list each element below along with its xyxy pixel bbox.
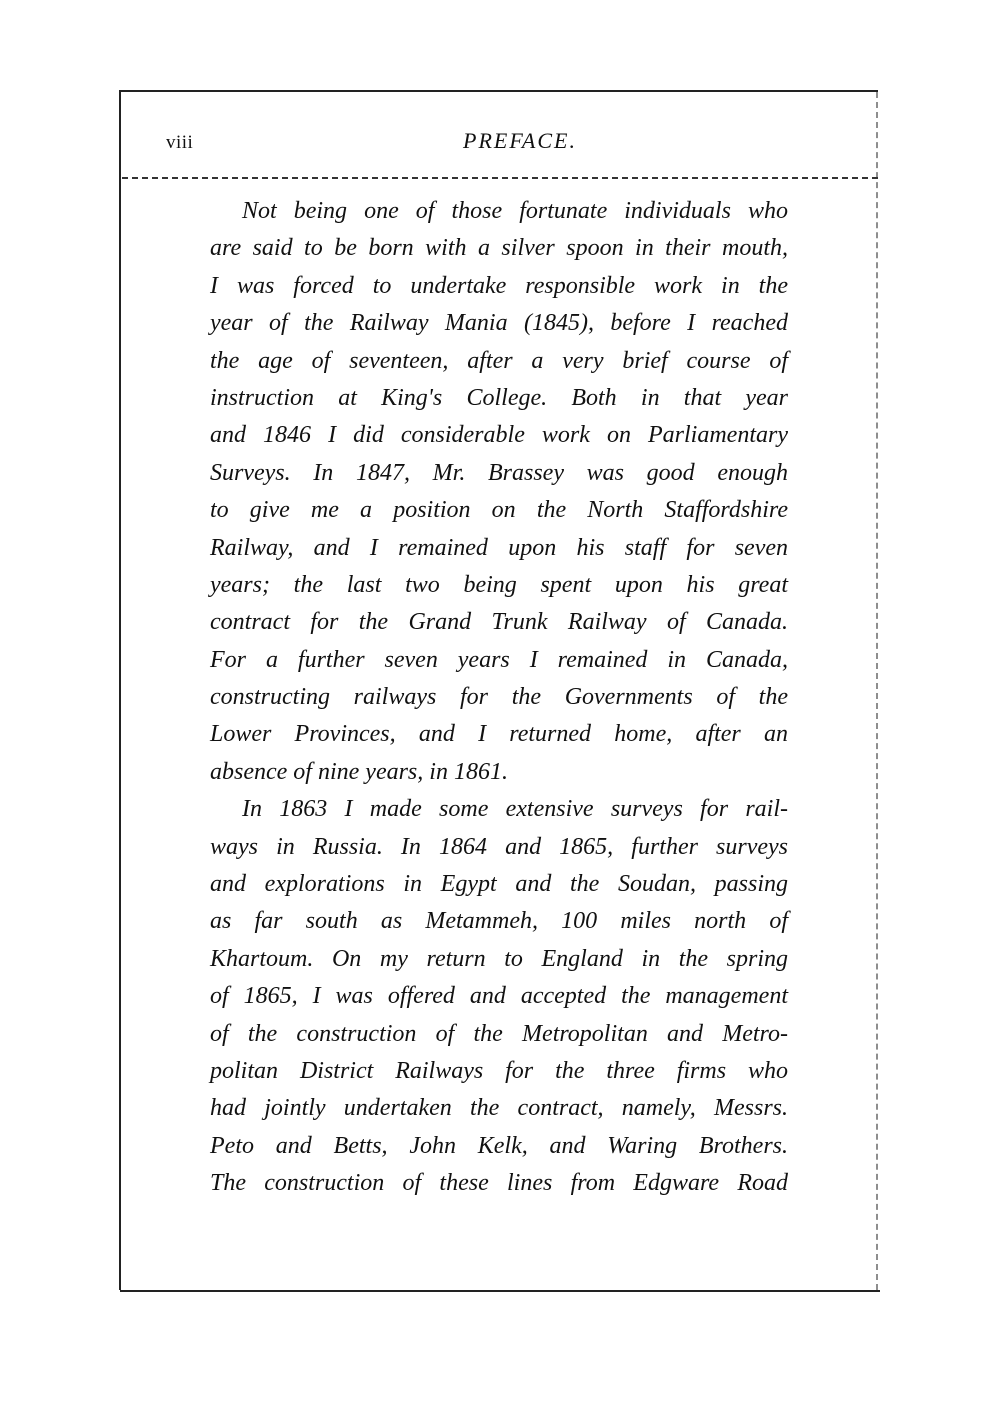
text-line: Railway, and I remained upon his staff for seven — [210, 534, 788, 561]
text-line: Lower Provinces, and I returned home, after an — [210, 721, 788, 748]
scan-border-right — [876, 92, 878, 1290]
text-line: to give me a position on the North Staffordshire — [210, 497, 788, 524]
text-line: Khartoum. On my return to England in the spring — [210, 945, 788, 972]
text-line: absence of nine years, in 1861. — [210, 758, 508, 785]
paragraph-1 — [210, 193, 788, 791]
scan-border-bottom — [120, 1290, 880, 1292]
text-line: contract for the Grand Trunk Railway of Canada. — [210, 609, 788, 636]
text-line: In 1863 I made some extensive surveys for rail- — [242, 796, 788, 823]
text-line: as far south as Metammeh, 100 miles north of — [210, 908, 788, 935]
header-rule — [122, 177, 878, 179]
body-text — [210, 193, 788, 1203]
text-line: of 1865, I was offered and accepted the management — [210, 983, 788, 1010]
text-line: and 1846 I did considerable work on Parliamentary — [210, 422, 788, 449]
text-line: the age of seventeen, after a very brief course of — [210, 347, 788, 374]
text-line: of the construction of the Metropolitan and Metro- — [210, 1020, 788, 1047]
text-line: I was forced to undertake responsible work in the — [210, 272, 788, 299]
text-line: Not being one of those fortunate individuals who — [242, 198, 788, 224]
text-line: Peto and Betts, John Kelk, and Waring Brothers. — [210, 1132, 788, 1159]
text-line: The construction of these lines from Edgware Road — [210, 1170, 788, 1197]
text-line: had jointly undertaken the contract, namely, Messrs. — [210, 1095, 788, 1122]
text-line: constructing railways for the Governments of the — [210, 684, 788, 711]
paragraph-2 — [210, 791, 788, 1202]
text-line: For a further seven years I remained in Canada, — [210, 646, 788, 673]
scan-border-left — [119, 90, 121, 1290]
text-line: Surveys. In 1847, Mr. Brassey was good enough — [210, 459, 788, 486]
text-line: years; the last two being spent upon his great — [210, 571, 788, 598]
text-line: and explorations in Egypt and the Soudan, passing — [210, 871, 788, 898]
scan-border-top — [120, 90, 878, 92]
text-line: politan District Railways for the three firms who — [210, 1057, 788, 1084]
text-line: instruction at King's College. Both in that year — [210, 384, 788, 411]
text-line: year of the Railway Mania (1845), before I reached — [210, 310, 788, 337]
text-line: are said to be born with a silver spoon in their mouth, — [210, 235, 788, 262]
text-line: ways in Russia. In 1864 and 1865, further surveys — [210, 833, 788, 860]
page-number: viii — [166, 132, 194, 153]
running-head: PREFACE. — [463, 128, 577, 153]
